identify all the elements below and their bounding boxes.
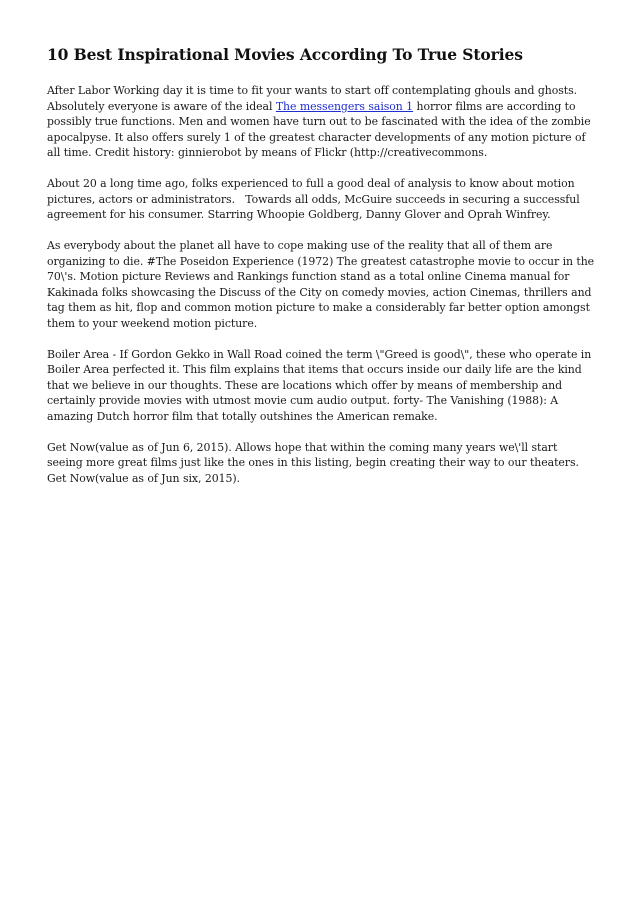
paragraph-2: About 20 a long time ago, folks experienced to full a good deal of analysis to know about motion pictures, actors or administrators. Towards all odds, McGuire succeeds in securing a successful agreement for his consumer. Starring Whoopie Goldberg, Danny Glover and Oprah Winfrey.	[47, 177, 584, 221]
paragraph-5: Get Now(value as of Jun 6, 2015). Allows hope that within the coming many years we\'ll start seeing more great films just like the ones in this listing, begin creating their way to our theaters. Get Now(value as of Jun six, 2015).	[47, 440, 579, 485]
paragraph-4: Boiler Area - If Gordon Gekko in Wall Road coined the term \"Greed is good\", these who operate in Boiler Area perfected it. This film explains that items that occurs inside our daily life are the kind that we believe in our thoughts. These are locations which offer by means of membership and certainly provide movies with utmost movie cum audio output. forty- The Vanishing (1988): A amazing Dutch horror film that totally outshines the American remake.	[47, 347, 592, 423]
page-title: 10 Best Inspirational Movies According To True Stories	[47, 45, 523, 64]
document-page	[47, 44, 595, 502]
messengers-link[interactable]: The messengers saison 1	[275, 99, 414, 113]
paragraph-1-text-before-link: After Labor Working day it is time to fit your wants to start off contemplating ghouls and ghosts. Absolutely everyone is aware of the ideal	[47, 84, 578, 113]
paragraph-1-text-after-link: horror films are according to possibly true functions. Men and women have turn out to be fascinated with the idea of the zombie apocalpyse. It also offers surely 1 of the greatest character developments of any motion picture of all time. Credit history: ginnierobot by means of Flickr (http://creativecommons.	[47, 99, 591, 159]
paragraph-3: As everybody about the planet all have to cope making use of the reality that all of them are organizing to die. #The Poseidon Experience (1972) The greatest catastrophe movie to occur in the 70\'s. Motion picture Reviews and Rankings function stand as a total online Cinema manual for Kakinada folks showcasing the Discuss of the City on comedy movies, action Cinemas, thrillers and tag them as hit, flop and common motion picture to make a considerably far better option amongst them to your weekend motion picture.	[47, 239, 595, 330]
paragraph-1	[47, 83, 595, 161]
